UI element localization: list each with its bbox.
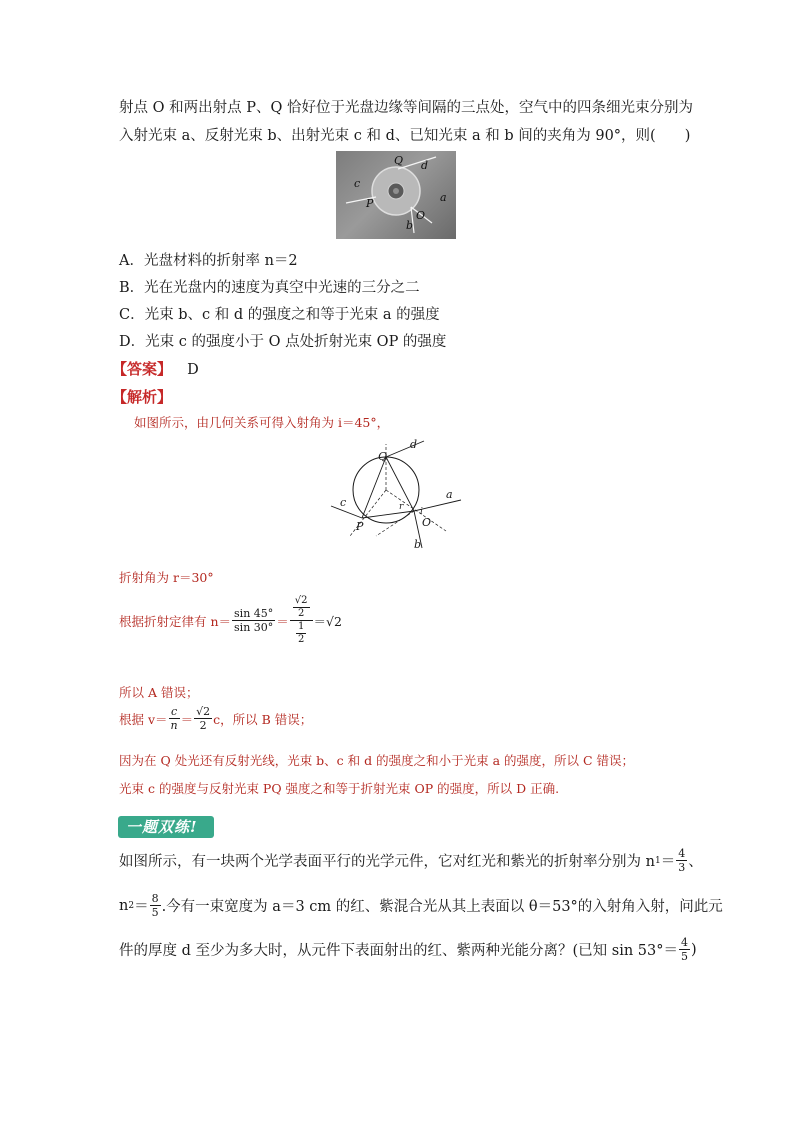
answer-value: D: [187, 362, 199, 378]
ratio-value-fraction: [290, 596, 313, 645]
analysis-line-1: 如图所示，由几何关系可得入射角为 i＝45°，: [134, 415, 390, 430]
n1-eq: ＝: [660, 854, 676, 870]
root2-over-2-num: √2: [294, 595, 308, 606]
root2-over-2-den: 2: [297, 608, 305, 619]
question-line-2: 入射光束 a、反射光束 b、出射光束 c 和 d、已知光束 a 和 b 间的夹角为 90°，则( ): [119, 128, 691, 144]
practice-line-3-prefix: 件的厚度 d 至少为多大时，从元件下表面射出的红、紫两种光能分离？(已知 sin 53°＝: [119, 943, 678, 959]
practice-line-1-suffix: 、: [688, 854, 703, 870]
photo-label-b: b: [406, 219, 414, 232]
n2-den: 5: [151, 906, 159, 919]
snell-eq-1: ＝: [276, 613, 289, 629]
refraction-diagram: [326, 436, 466, 554]
one-over-2-num: 1: [297, 621, 305, 632]
cd-photo-drawing: [336, 151, 456, 239]
c-over-n-den: n: [170, 719, 178, 732]
sin53-num: 4: [681, 936, 688, 949]
sin-ratio-denominator: sin 30°: [234, 621, 274, 634]
n2-num: 8: [151, 892, 159, 905]
n1-subscript: 1: [654, 855, 661, 866]
analysis-line-7: 光束 c 的强度与反射光束 PQ 强度之和等于折射光束 OP 的强度，所以 D 正确.: [119, 781, 560, 796]
photo-label-p: P: [366, 197, 374, 210]
practice-line-3: [119, 937, 697, 962]
diagram-label-o: O: [422, 516, 432, 529]
root2-over-2-speed-fraction: [194, 706, 212, 731]
answer-tag: 【答案】: [112, 360, 173, 378]
snell-eq-2: ＝√2: [313, 613, 342, 629]
analysis-line-5: [119, 706, 312, 731]
analysis-tag: 【解析】: [112, 388, 173, 406]
n2-fraction: [150, 893, 161, 918]
diagram-label-q: Q: [378, 450, 388, 463]
practice-badge-label: 一题双练!: [126, 818, 198, 836]
diagram-label-c: c: [340, 496, 347, 509]
one-over-2-den: 2: [297, 634, 305, 645]
diagram-label-d: d: [410, 438, 418, 451]
option-a: A．光盘材料的折射率 n＝2: [119, 253, 298, 269]
speed-prefix: 根据 v＝: [119, 711, 168, 727]
c-over-n-fraction: [169, 706, 180, 731]
one-over-2: [296, 622, 306, 645]
ratio-value-denominator: [290, 621, 313, 645]
option-b: B．光在光盘内的速度为真空中光速的三分之二: [119, 280, 420, 296]
practice-line-1-prefix: 如图所示，有一块两个光学表面平行的光学元件，它对红光和紫光的折射率分别为 n: [119, 854, 655, 870]
speed-eq: ＝: [180, 711, 194, 727]
sin53-fraction: [679, 937, 690, 962]
practice-line-1: [119, 848, 703, 873]
photo-label-d: d: [421, 159, 429, 172]
answer-row: [112, 358, 199, 379]
practice-badge: [118, 816, 214, 838]
root2-over-2: [293, 596, 310, 619]
diagram-label-r: r: [399, 502, 404, 512]
analysis-line-4: 所以 A 错误；: [119, 685, 199, 700]
n2-subscript: 2: [128, 900, 135, 911]
option-d: D．光束 c 的强度小于 O 点处折射光束 OP 的强度: [119, 334, 447, 350]
practice-line-3-suffix: ): [691, 941, 697, 958]
practice-line-2: [119, 893, 723, 918]
diagram-label-a: a: [446, 488, 453, 501]
sin-ratio-numerator: sin 45°: [234, 607, 274, 620]
analysis-line-2: 折射角为 r＝30°: [119, 570, 214, 585]
diagram-label-i: i: [420, 507, 423, 517]
ratio-value-numerator: [290, 596, 313, 621]
analysis-line-6: 因为在 Q 处光还有反射光线，光束 b、c 和 d 的强度之和小于光束 a 的强度，所以 C 错误；: [119, 753, 635, 768]
photo-label-c: c: [354, 177, 361, 190]
speed-suffix: c，所以 B 错误；: [213, 711, 313, 727]
sin-ratio-fraction: [232, 608, 275, 633]
diagram-label-b: b: [414, 538, 422, 551]
cd-photo: [336, 151, 456, 239]
practice-line-2-suffix: .今有一束宽度为 a＝3 cm 的红、紫混合光从其上表面以 θ＝53°的入射角入射，问此元: [161, 899, 723, 915]
analysis-line-3: [119, 596, 342, 645]
root2-over-2-speed-den: 2: [199, 719, 207, 732]
c-over-n-num: c: [169, 706, 180, 719]
question-line-1: 射点 O 和两出射点 P、Q 恰好位于光盘边缘等间隔的三点处，空气中的四条细光束分别为: [119, 100, 693, 116]
n1-fraction: [676, 848, 687, 873]
sin53-den: 5: [681, 950, 688, 963]
root2-over-2-speed-num: √2: [196, 705, 211, 718]
n1-num: 4: [678, 847, 686, 860]
photo-label-q: Q: [394, 154, 404, 167]
n2-eq: ＝: [134, 899, 149, 915]
photo-label-o: O: [416, 209, 426, 222]
option-c: C．光束 b、c 和 d 的强度之和等于光束 a 的强度: [119, 307, 440, 323]
n1-den: 3: [678, 861, 686, 874]
photo-label-a: a: [440, 191, 447, 204]
snell-prefix: 根据折射定律有 n＝: [119, 613, 232, 629]
practice-line-2-prefix: n: [119, 897, 129, 914]
diagram-label-p: P: [356, 520, 364, 533]
